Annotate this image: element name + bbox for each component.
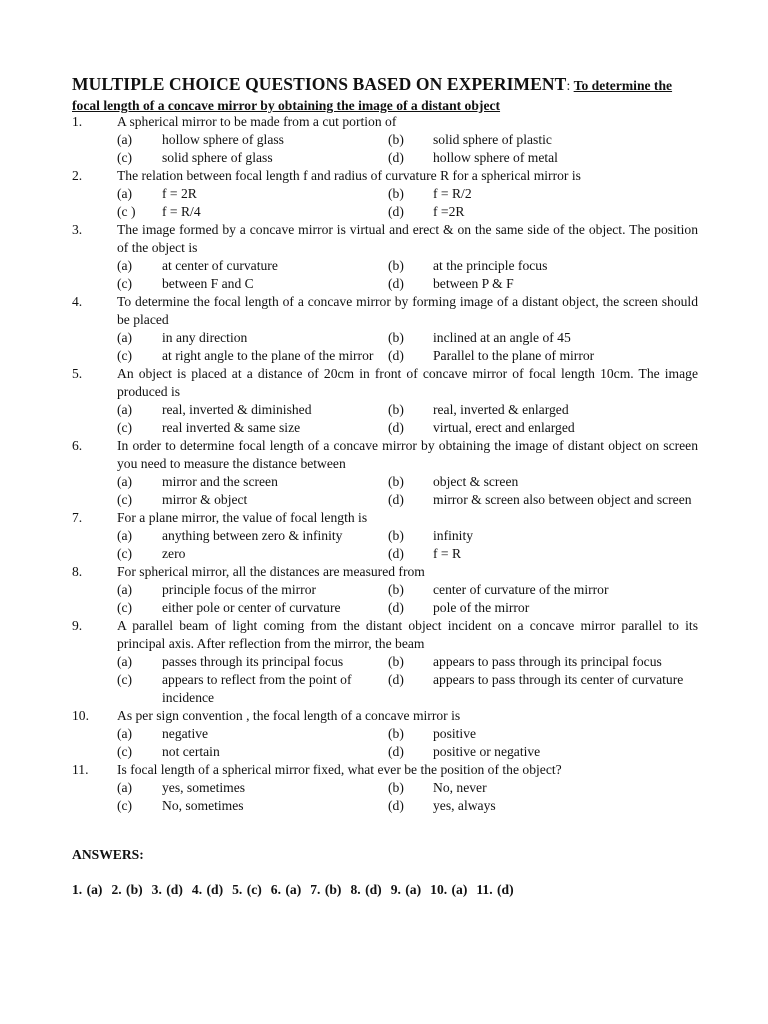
question-item <box>72 563 698 617</box>
option-b <box>388 473 698 491</box>
option-b <box>388 527 698 545</box>
option-text: appears to reflect from the point of incidence <box>162 672 352 705</box>
option-a <box>117 653 388 671</box>
option-text: f =2R <box>433 204 465 219</box>
option-text: at right angle to the plane of the mirror <box>162 348 374 363</box>
option-key: (a) <box>117 330 133 345</box>
option-key: (a) <box>117 528 133 543</box>
answer-item: 11. (d) <box>476 882 514 897</box>
option-text: real, inverted & enlarged <box>433 402 569 417</box>
question-text: In order to determine focal length of a concave mirror by obtaining the image of distant object on screen you need to measure the distance between <box>117 438 698 471</box>
question-stem <box>72 293 698 329</box>
options-row <box>72 203 698 221</box>
option-b <box>388 257 698 275</box>
option-key: (d) <box>388 672 404 687</box>
option-b <box>388 653 698 671</box>
options-row <box>72 491 698 509</box>
options-row <box>72 131 698 149</box>
option-text: anything between zero & infinity <box>162 528 343 543</box>
answer-item: 10. (a) <box>430 882 468 897</box>
options-row <box>72 419 698 437</box>
question-number: 9. <box>72 618 83 633</box>
question-number: 3. <box>72 222 83 237</box>
option-text: mirror & screen also between object and screen <box>433 492 692 507</box>
option-text: pole of the mirror <box>433 600 530 615</box>
answer-item: 5. (c) <box>232 882 262 897</box>
options-row <box>72 257 698 275</box>
answer-item: 3. (d) <box>151 882 183 897</box>
option-text: No, sometimes <box>162 798 244 813</box>
option-c <box>117 419 388 437</box>
question-text: Is focal length of a spherical mirror fixed, what ever be the position of the object? <box>117 762 562 777</box>
options-row <box>72 527 698 545</box>
option-text: infinity <box>433 528 474 543</box>
question-text: For a plane mirror, the value of focal length is <box>117 510 368 525</box>
option-c <box>117 797 388 815</box>
option-text: appears to pass through its principal focus <box>433 654 662 669</box>
question-number: 11. <box>72 762 89 777</box>
option-c <box>117 347 388 365</box>
question-stem <box>72 761 698 779</box>
option-key: (d) <box>388 348 404 363</box>
option-text: not certain <box>162 744 220 759</box>
question-item <box>72 221 698 293</box>
options-row <box>72 671 698 707</box>
options-row <box>72 149 698 167</box>
option-key: (c) <box>117 492 133 507</box>
option-key: (a) <box>117 258 133 273</box>
question-stem <box>72 221 698 257</box>
option-text: f = 2R <box>162 186 197 201</box>
option-b <box>388 131 698 149</box>
option-key: (c) <box>117 276 133 291</box>
option-d <box>388 599 698 617</box>
option-text: in any direction <box>162 330 248 345</box>
option-text: yes, always <box>433 798 496 813</box>
question-item <box>72 707 698 761</box>
option-key: (c) <box>117 420 133 435</box>
title-main: MULTIPLE CHOICE QUESTIONS BASED ON EXPERIMENT <box>72 74 567 94</box>
option-text: f = R/2 <box>433 186 472 201</box>
question-text: For spherical mirror, all the distances are measured from <box>117 564 425 579</box>
title-separator: : <box>566 78 571 93</box>
question-stem <box>72 365 698 401</box>
option-key: (b) <box>388 582 404 597</box>
question-text: An object is placed at a distance of 20cm in front of concave mirror of focal length 10cm. The image produced is <box>117 366 698 399</box>
option-text: mirror & object <box>162 492 248 507</box>
option-key: (b) <box>388 402 404 417</box>
answer-item: 2. (b) <box>111 882 143 897</box>
option-text: real, inverted & diminished <box>162 402 312 417</box>
option-text: either pole or center of curvature <box>162 600 341 615</box>
options-row <box>72 779 698 797</box>
option-key: (c ) <box>117 204 136 219</box>
option-c <box>117 545 388 563</box>
question-number: 7. <box>72 510 83 525</box>
question-text: A spherical mirror to be made from a cut portion of <box>117 114 397 129</box>
option-d <box>388 347 698 365</box>
options-row <box>72 545 698 563</box>
question-list <box>72 113 698 815</box>
option-b <box>388 581 698 599</box>
option-a <box>117 329 388 347</box>
option-d <box>388 797 698 815</box>
question-item <box>72 509 698 563</box>
option-d <box>388 149 698 167</box>
option-a <box>117 473 388 491</box>
option-key: (b) <box>388 330 404 345</box>
option-a <box>117 527 388 545</box>
option-a <box>117 185 388 203</box>
option-key: (c) <box>117 150 133 165</box>
option-text: mirror and the screen <box>162 474 278 489</box>
option-text: appears to pass through its center of curvature <box>433 672 684 687</box>
question-item <box>72 365 698 437</box>
answers-heading: ANSWERS: <box>72 847 144 862</box>
question-text: The relation between focal length f and radius of curvature R for a spherical mirror is <box>117 168 581 183</box>
option-text: between P & F <box>433 276 514 291</box>
question-number: 2. <box>72 168 83 183</box>
question-stem <box>72 617 698 653</box>
option-text: solid sphere of plastic <box>433 132 552 147</box>
option-a <box>117 581 388 599</box>
option-key: (d) <box>388 150 404 165</box>
option-text: between F and C <box>162 276 254 291</box>
option-text: f = R <box>433 546 462 561</box>
option-a <box>117 131 388 149</box>
options-row <box>72 401 698 419</box>
option-key: (b) <box>388 132 404 147</box>
option-text: positive <box>433 726 477 741</box>
question-text: To determine the focal length of a concave mirror by forming image of a distant object, the screen should be placed <box>117 294 698 327</box>
option-d <box>388 545 698 563</box>
option-text: hollow sphere of glass <box>162 132 284 147</box>
option-key: (b) <box>388 474 404 489</box>
option-d <box>388 743 698 761</box>
question-number: 1. <box>72 114 83 129</box>
option-d <box>388 275 698 293</box>
option-text: real inverted & same size <box>162 420 301 435</box>
option-b <box>388 779 698 797</box>
option-b <box>388 185 698 203</box>
answer-item: 6. (a) <box>270 882 302 897</box>
option-key: (d) <box>388 600 404 615</box>
option-key: (a) <box>117 780 133 795</box>
option-c <box>117 599 388 617</box>
option-a <box>117 779 388 797</box>
question-stem <box>72 113 698 131</box>
option-b <box>388 329 698 347</box>
question-number: 4. <box>72 294 83 309</box>
option-text: hollow sphere of metal <box>433 150 558 165</box>
option-text: solid sphere of glass <box>162 150 273 165</box>
option-text: object & screen <box>433 474 519 489</box>
option-key: (b) <box>388 186 404 201</box>
option-b <box>388 725 698 743</box>
title-topic: To determine the focal length of a concave mirror by obtaining the image of a distant object <box>72 78 673 113</box>
option-text: center of curvature of the mirror <box>433 582 609 597</box>
question-stem <box>72 167 698 185</box>
option-key: (c) <box>117 798 133 813</box>
option-text: negative <box>162 726 209 741</box>
answer-item: 7. (b) <box>310 882 342 897</box>
answers-list <box>72 881 523 899</box>
answer-item: 8. (d) <box>350 882 382 897</box>
option-text: yes, sometimes <box>162 780 246 795</box>
option-text: Parallel to the plane of mirror <box>433 348 595 363</box>
option-key: (a) <box>117 186 133 201</box>
option-c <box>117 203 388 221</box>
option-text: passes through its principal focus <box>162 654 344 669</box>
option-c <box>117 149 388 167</box>
question-item <box>72 617 698 707</box>
option-key: (a) <box>117 402 133 417</box>
answer-item: 9. (a) <box>390 882 422 897</box>
option-text: principle focus of the mirror <box>162 582 317 597</box>
option-d <box>388 491 698 509</box>
option-text: virtual, erect and enlarged <box>433 420 575 435</box>
options-row <box>72 347 698 365</box>
question-number: 6. <box>72 438 83 453</box>
option-key: (d) <box>388 798 404 813</box>
option-a <box>117 257 388 275</box>
question-stem <box>72 437 698 473</box>
options-row <box>72 797 698 815</box>
answer-item: 1. (a) <box>72 882 103 897</box>
option-key: (d) <box>388 546 404 561</box>
question-item <box>72 293 698 365</box>
question-stem <box>72 509 698 527</box>
option-key: (c) <box>117 600 133 615</box>
option-key: (d) <box>388 744 404 759</box>
option-c <box>117 743 388 761</box>
options-row <box>72 473 698 491</box>
option-key: (a) <box>117 582 133 597</box>
option-key: (b) <box>388 528 404 543</box>
option-key: (d) <box>388 420 404 435</box>
document-title <box>72 74 702 116</box>
option-text: at center of curvature <box>162 258 278 273</box>
option-a <box>117 725 388 743</box>
option-text: zero <box>162 546 186 561</box>
option-text: f = R/4 <box>162 204 201 219</box>
question-item <box>72 437 698 509</box>
option-key: (b) <box>388 654 404 669</box>
options-row <box>72 725 698 743</box>
option-text: No, never <box>433 780 487 795</box>
question-text: As per sign convention , the focal length of a concave mirror is <box>117 708 461 723</box>
question-number: 5. <box>72 366 83 381</box>
question-number: 8. <box>72 564 83 579</box>
option-c <box>117 671 388 707</box>
option-key: (c) <box>117 744 133 759</box>
option-c <box>117 491 388 509</box>
option-key: (b) <box>388 258 404 273</box>
options-row <box>72 329 698 347</box>
question-stem <box>72 707 698 725</box>
option-key: (c) <box>117 672 133 687</box>
option-d <box>388 671 698 707</box>
question-stem <box>72 563 698 581</box>
question-item <box>72 761 698 815</box>
options-row <box>72 581 698 599</box>
option-d <box>388 203 698 221</box>
answer-item: 4. (d) <box>191 882 224 897</box>
option-key: (b) <box>388 780 404 795</box>
option-b <box>388 401 698 419</box>
option-key: (d) <box>388 276 404 291</box>
question-text: A parallel beam of light coming from the distant object incident on a concave mirror parallel to its principal axis. After reflection from the mirror, the beam <box>117 618 698 651</box>
option-text: inclined at an angle of 45 <box>433 330 571 345</box>
options-row <box>72 599 698 617</box>
option-key: (d) <box>388 492 404 507</box>
options-row <box>72 653 698 671</box>
option-key: (a) <box>117 474 133 489</box>
question-item <box>72 113 698 167</box>
option-d <box>388 419 698 437</box>
option-text: at the principle focus <box>433 258 548 273</box>
option-key: (b) <box>388 726 404 741</box>
option-key: (a) <box>117 654 133 669</box>
options-row <box>72 185 698 203</box>
question-text: The image formed by a concave mirror is virtual and erect & on the same side of the object. The position of the object is <box>117 222 698 255</box>
options-row <box>72 743 698 761</box>
option-key: (c) <box>117 546 133 561</box>
question-number: 10. <box>72 708 89 723</box>
question-item <box>72 167 698 221</box>
option-key: (d) <box>388 204 404 219</box>
option-key: (a) <box>117 726 133 741</box>
option-c <box>117 275 388 293</box>
options-row <box>72 275 698 293</box>
option-text: positive or negative <box>433 744 541 759</box>
option-a <box>117 401 388 419</box>
option-key: (c) <box>117 348 133 363</box>
option-key: (a) <box>117 132 133 147</box>
